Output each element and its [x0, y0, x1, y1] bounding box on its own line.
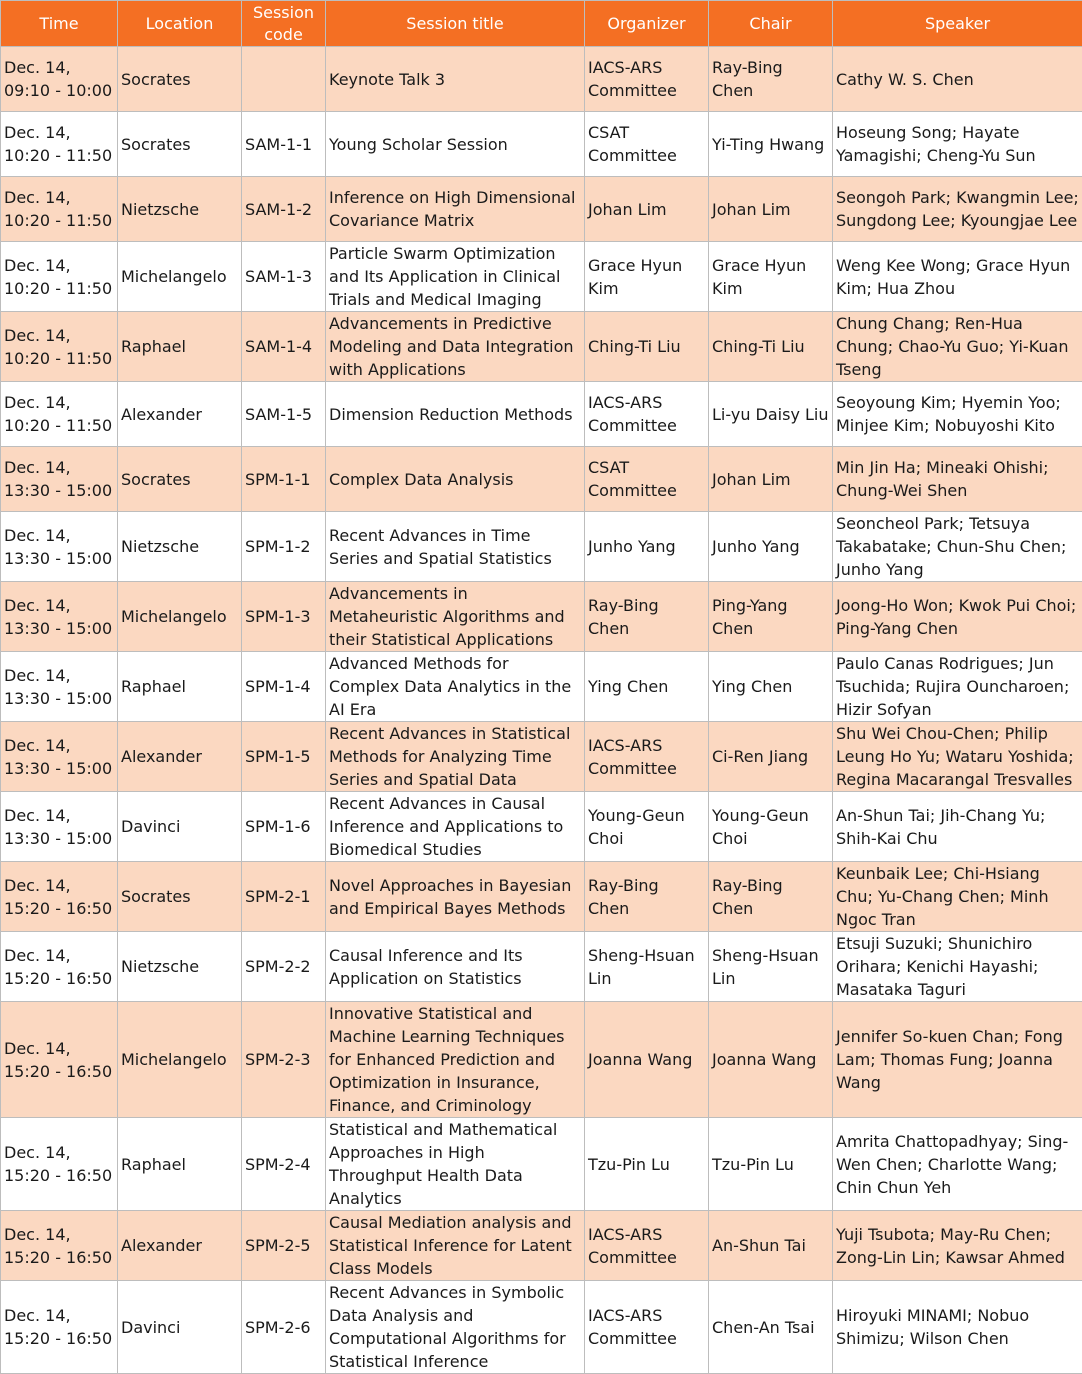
cell-time: Dec. 14, 13:30 - 15:00 [1, 447, 118, 512]
cell-speaker: Jennifer So-kuen Chan; Fong Lam; Thomas Fung; Joanna Wang [833, 1002, 1082, 1118]
cell-session-title: Innovative Statistical and Machine Learning Techniques for Enhanced Prediction and Optimization in Insurance, Finance, and Criminology [326, 1002, 585, 1118]
cell-session-title: Young Scholar Session [326, 112, 585, 177]
cell-location: Raphael [118, 312, 242, 382]
cell-session-title: Recent Advances in Causal Inference and Applications to Biomedical Studies [326, 792, 585, 862]
cell-chair: Ray-Bing Chen [709, 862, 833, 932]
header-speaker: Speaker [833, 1, 1082, 47]
cell-chair: Li-yu Daisy Liu [709, 382, 833, 447]
header-row [1, 1, 1082, 47]
cell-chair: Ci-Ren Jiang [709, 722, 833, 792]
cell-session-code: SPM-2-3 [242, 1002, 326, 1118]
cell-session-code: SPM-1-5 [242, 722, 326, 792]
table-row [1, 312, 1082, 382]
cell-session-title: Dimension Reduction Methods [326, 382, 585, 447]
table-row [1, 792, 1082, 862]
cell-organizer: Ray-Bing Chen [585, 862, 709, 932]
cell-session-title: Causal Inference and Its Application on Statistics [326, 932, 585, 1002]
cell-chair: An-Shun Tai [709, 1211, 833, 1281]
cell-session-title: Recent Advances in Statistical Methods for Analyzing Time Series and Spatial Data [326, 722, 585, 792]
header-chair: Chair [709, 1, 833, 47]
cell-location: Socrates [118, 47, 242, 112]
cell-chair: Chen-An Tsai [709, 1281, 833, 1374]
cell-time: Dec. 14, 15:20 - 16:50 [1, 1002, 118, 1118]
table-row [1, 1281, 1082, 1374]
cell-location: Michelangelo [118, 1002, 242, 1118]
cell-session-code: SPM-2-1 [242, 862, 326, 932]
cell-speaker: Cathy W. S. Chen [833, 47, 1082, 112]
cell-time: Dec. 14, 13:30 - 15:00 [1, 722, 118, 792]
table-row [1, 1118, 1082, 1211]
cell-location: Socrates [118, 447, 242, 512]
cell-organizer: IACS-ARS Committee [585, 722, 709, 792]
cell-organizer: Joanna Wang [585, 1002, 709, 1118]
table-row [1, 932, 1082, 1002]
cell-speaker: Yuji Tsubota; May-Ru Chen; Zong-Lin Lin; Kawsar Ahmed [833, 1211, 1082, 1281]
cell-speaker: Seongoh Park; Kwangmin Lee; Sungdong Lee; Kyoungjae Lee [833, 177, 1082, 242]
cell-chair: Tzu-Pin Lu [709, 1118, 833, 1211]
cell-chair: Junho Yang [709, 512, 833, 582]
cell-location: Alexander [118, 382, 242, 447]
cell-chair: Ray-Bing Chen [709, 47, 833, 112]
cell-time: Dec. 14, 09:10 - 10:00 [1, 47, 118, 112]
cell-chair: Ching-Ti Liu [709, 312, 833, 382]
cell-chair: Ping-Yang Chen [709, 582, 833, 652]
cell-chair: Sheng-Hsuan Lin [709, 932, 833, 1002]
cell-session-code: SPM-1-1 [242, 447, 326, 512]
cell-time: Dec. 14, 13:30 - 15:00 [1, 512, 118, 582]
header-session-code: Session code [242, 1, 326, 47]
cell-session-title: Advanced Methods for Complex Data Analytics in the AI Era [326, 652, 585, 722]
cell-chair: Yi-Ting Hwang [709, 112, 833, 177]
cell-time: Dec. 14, 15:20 - 16:50 [1, 1118, 118, 1211]
cell-speaker: Joong-Ho Won; Kwok Pui Choi; Ping-Yang Chen [833, 582, 1082, 652]
cell-location: Alexander [118, 722, 242, 792]
table-row [1, 652, 1082, 722]
cell-organizer: Grace Hyun Kim [585, 242, 709, 312]
cell-time: Dec. 14, 10:20 - 11:50 [1, 312, 118, 382]
cell-organizer: IACS-ARS Committee [585, 382, 709, 447]
cell-chair: Joanna Wang [709, 1002, 833, 1118]
cell-speaker: Hiroyuki MINAMI; Nobuo Shimizu; Wilson Chen [833, 1281, 1082, 1374]
cell-session-code: SPM-2-4 [242, 1118, 326, 1211]
cell-session-title: Advancements in Metaheuristic Algorithms and their Statistical Applications [326, 582, 585, 652]
cell-session-code: SAM-1-4 [242, 312, 326, 382]
table-row [1, 177, 1082, 242]
cell-session-code: SPM-2-5 [242, 1211, 326, 1281]
cell-organizer: IACS-ARS Committee [585, 47, 709, 112]
cell-session-code: SPM-1-6 [242, 792, 326, 862]
cell-time: Dec. 14, 13:30 - 15:00 [1, 652, 118, 722]
cell-session-code: SAM-1-3 [242, 242, 326, 312]
cell-location: Nietzsche [118, 177, 242, 242]
table-row [1, 512, 1082, 582]
cell-organizer: Junho Yang [585, 512, 709, 582]
table-row [1, 582, 1082, 652]
cell-session-title: Recent Advances in Symbolic Data Analysis and Computational Algorithms for Statistical Inference [326, 1281, 585, 1374]
cell-organizer: Ching-Ti Liu [585, 312, 709, 382]
cell-speaker: Chung Chang; Ren-Hua Chung; Chao-Yu Guo; Yi-Kuan Tseng [833, 312, 1082, 382]
cell-location: Alexander [118, 1211, 242, 1281]
cell-time: Dec. 14, 10:20 - 11:50 [1, 112, 118, 177]
cell-chair: Ying Chen [709, 652, 833, 722]
cell-location: Raphael [118, 652, 242, 722]
cell-organizer: Ray-Bing Chen [585, 582, 709, 652]
cell-session-title: Keynote Talk 3 [326, 47, 585, 112]
cell-time: Dec. 14, 10:20 - 11:50 [1, 382, 118, 447]
cell-chair: Johan Lim [709, 447, 833, 512]
cell-session-code: SAM-1-1 [242, 112, 326, 177]
cell-speaker: Min Jin Ha; Mineaki Ohishi; Chung-Wei Shen [833, 447, 1082, 512]
cell-session-title: Recent Advances in Time Series and Spatial Statistics [326, 512, 585, 582]
cell-speaker: Amrita Chattopadhyay; Sing-Wen Chen; Charlotte Wang; Chin Chun Yeh [833, 1118, 1082, 1211]
cell-location: Raphael [118, 1118, 242, 1211]
cell-location: Davinci [118, 792, 242, 862]
cell-organizer: Tzu-Pin Lu [585, 1118, 709, 1211]
cell-session-code [242, 47, 326, 112]
cell-session-code: SAM-1-2 [242, 177, 326, 242]
cell-location: Nietzsche [118, 932, 242, 1002]
table-row [1, 47, 1082, 112]
cell-speaker: Weng Kee Wong; Grace Hyun Kim; Hua Zhou [833, 242, 1082, 312]
header-organizer: Organizer [585, 1, 709, 47]
cell-speaker: Hoseung Song; Hayate Yamagishi; Cheng-Yu Sun [833, 112, 1082, 177]
cell-session-code: SPM-1-2 [242, 512, 326, 582]
table-row [1, 242, 1082, 312]
cell-session-title: Causal Mediation analysis and Statistical Inference for Latent Class Models [326, 1211, 585, 1281]
cell-location: Michelangelo [118, 582, 242, 652]
cell-session-code: SAM-1-5 [242, 382, 326, 447]
cell-time: Dec. 14, 15:20 - 16:50 [1, 932, 118, 1002]
cell-time: Dec. 14, 10:20 - 11:50 [1, 177, 118, 242]
cell-organizer: Young-Geun Choi [585, 792, 709, 862]
cell-time: Dec. 14, 15:20 - 16:50 [1, 862, 118, 932]
cell-time: Dec. 14, 13:30 - 15:00 [1, 792, 118, 862]
cell-organizer: IACS-ARS Committee [585, 1281, 709, 1374]
header-session-title: Session title [326, 1, 585, 47]
cell-session-title: Particle Swarm Optimization and Its Application in Clinical Trials and Medical Imaging [326, 242, 585, 312]
cell-location: Davinci [118, 1281, 242, 1374]
table-row [1, 447, 1082, 512]
table-row [1, 382, 1082, 447]
cell-location: Michelangelo [118, 242, 242, 312]
cell-location: Nietzsche [118, 512, 242, 582]
cell-speaker: Etsuji Suzuki; Shunichiro Orihara; Kenichi Hayashi; Masataka Taguri [833, 932, 1082, 1002]
cell-time: Dec. 14, 10:20 - 11:50 [1, 242, 118, 312]
cell-session-title: Advancements in Predictive Modeling and Data Integration with Applications [326, 312, 585, 382]
cell-speaker: Seoyoung Kim; Hyemin Yoo; Minjee Kim; Nobuyoshi Kito [833, 382, 1082, 447]
cell-chair: Grace Hyun Kim [709, 242, 833, 312]
cell-organizer: CSAT Committee [585, 447, 709, 512]
cell-speaker: Paulo Canas Rodrigues; Jun Tsuchida; Rujira Ouncharoen; Hizir Sofyan [833, 652, 1082, 722]
cell-session-code: SPM-2-2 [242, 932, 326, 1002]
cell-session-code: SPM-1-3 [242, 582, 326, 652]
cell-location: Socrates [118, 112, 242, 177]
header-location: Location [118, 1, 242, 47]
cell-chair: Johan Lim [709, 177, 833, 242]
cell-speaker: Shu Wei Chou-Chen; Philip Leung Ho Yu; Wataru Yoshida; Regina Macarangal Tresvalles [833, 722, 1082, 792]
cell-session-title: Statistical and Mathematical Approaches in High Throughput Health Data Analytics [326, 1118, 585, 1211]
cell-session-code: SPM-1-4 [242, 652, 326, 722]
cell-session-title: Complex Data Analysis [326, 447, 585, 512]
table-row [1, 112, 1082, 177]
table-row [1, 722, 1082, 792]
cell-location: Socrates [118, 862, 242, 932]
cell-session-code: SPM-2-6 [242, 1281, 326, 1374]
cell-time: Dec. 14, 13:30 - 15:00 [1, 582, 118, 652]
cell-organizer: IACS-ARS Committee [585, 1211, 709, 1281]
cell-time: Dec. 14, 15:20 - 16:50 [1, 1211, 118, 1281]
cell-organizer: Ying Chen [585, 652, 709, 722]
cell-organizer: Sheng-Hsuan Lin [585, 932, 709, 1002]
table-row [1, 862, 1082, 932]
header-time: Time [1, 1, 118, 47]
cell-time: Dec. 14, 15:20 - 16:50 [1, 1281, 118, 1374]
cell-speaker: An-Shun Tai; Jih-Chang Yu; Shih-Kai Chu [833, 792, 1082, 862]
table-row [1, 1211, 1082, 1281]
cell-organizer: CSAT Committee [585, 112, 709, 177]
cell-speaker: Seoncheol Park; Tetsuya Takabatake; Chun-Shu Chen; Junho Yang [833, 512, 1082, 582]
table-row [1, 1002, 1082, 1118]
cell-organizer: Johan Lim [585, 177, 709, 242]
cell-session-title: Novel Approaches in Bayesian and Empirical Bayes Methods [326, 862, 585, 932]
cell-chair: Young-Geun Choi [709, 792, 833, 862]
cell-speaker: Keunbaik Lee; Chi-Hsiang Chu; Yu-Chang Chen; Minh Ngoc Tran [833, 862, 1082, 932]
cell-session-title: Inference on High Dimensional Covariance Matrix [326, 177, 585, 242]
